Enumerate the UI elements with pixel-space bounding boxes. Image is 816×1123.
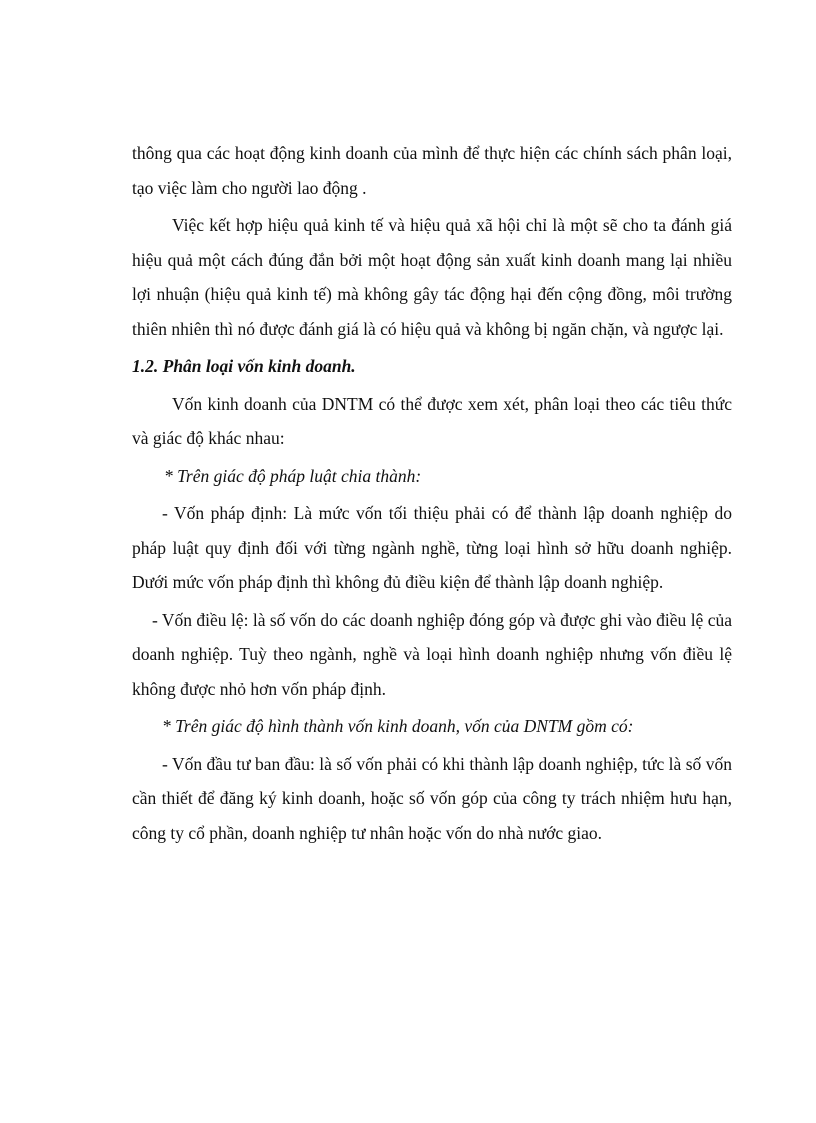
section-heading: 1.2. Phân loại vốn kinh doanh. [132, 356, 356, 376]
paragraph-charter-capital: - Vốn điều lệ: là số vốn do các doanh nghiệp đóng góp và được ghi vào điều lệ của doanh nghiệp. Tuỳ theo ngành, nghề và loại hình doanh nghiệp nhưng vốn điều lệ không được nhỏ hơn vốn pháp định. [132, 609, 732, 699]
paragraph-efficiency: Việc kết hợp hiệu quả kinh tế và hiệu quả xã hội chỉ là một sẽ cho ta đánh giá hiệu quả một cách đúng đắn bởi một hoạt động sản xuất kinh doanh mang lại nhiều lợi nhuận (hiệu quả kinh tế) mà không gây tác động hại đến cộng đồng, môi trường thiên nhiên thì nó được đánh giá là có hiệu quả và không bị ngăn chặn, và ngược lại. [132, 215, 732, 339]
paragraph-intro: thông qua các hoạt động kinh doanh của mình để thực hiện các chính sách phân loại, tạo việc làm cho người lao động . [132, 143, 732, 198]
paragraph-classification: Vốn kinh doanh của DNTM có thể được xem xét, phân loại theo các tiêu thức và giác độ khác nhau: [132, 393, 732, 448]
paragraph-initial-capital: - Vốn đầu tư ban đầu: là số vốn phải có khi thành lập doanh nghiệp, tức là số vốn cần thiết để đăng ký kinh doanh, hoặc số vốn góp của công ty trách nhiệm hưu hạn, công ty cổ phần, doanh nghiệp tư nhân hoặc vốn do nhà nước giao. [132, 753, 732, 843]
subheading-legal: * Trên giác độ pháp luật chia thành: [164, 465, 422, 486]
paragraph-legal-capital: - Vốn pháp định: Là mức vốn tối thiệu phải có để thành lập doanh nghiệp do pháp luật quy định đối với từng ngành nghề, từng loại hình sở hữu doanh nghiệp. Dưới mức vốn pháp định thì không đủ điều kiện để thành lập doanh nghiệp. [132, 503, 732, 592]
document-body [132, 136, 732, 850]
subheading-formation: * Trên giác độ hình thành vốn kinh doanh, vốn của DNTM gồm có: [162, 716, 634, 736]
